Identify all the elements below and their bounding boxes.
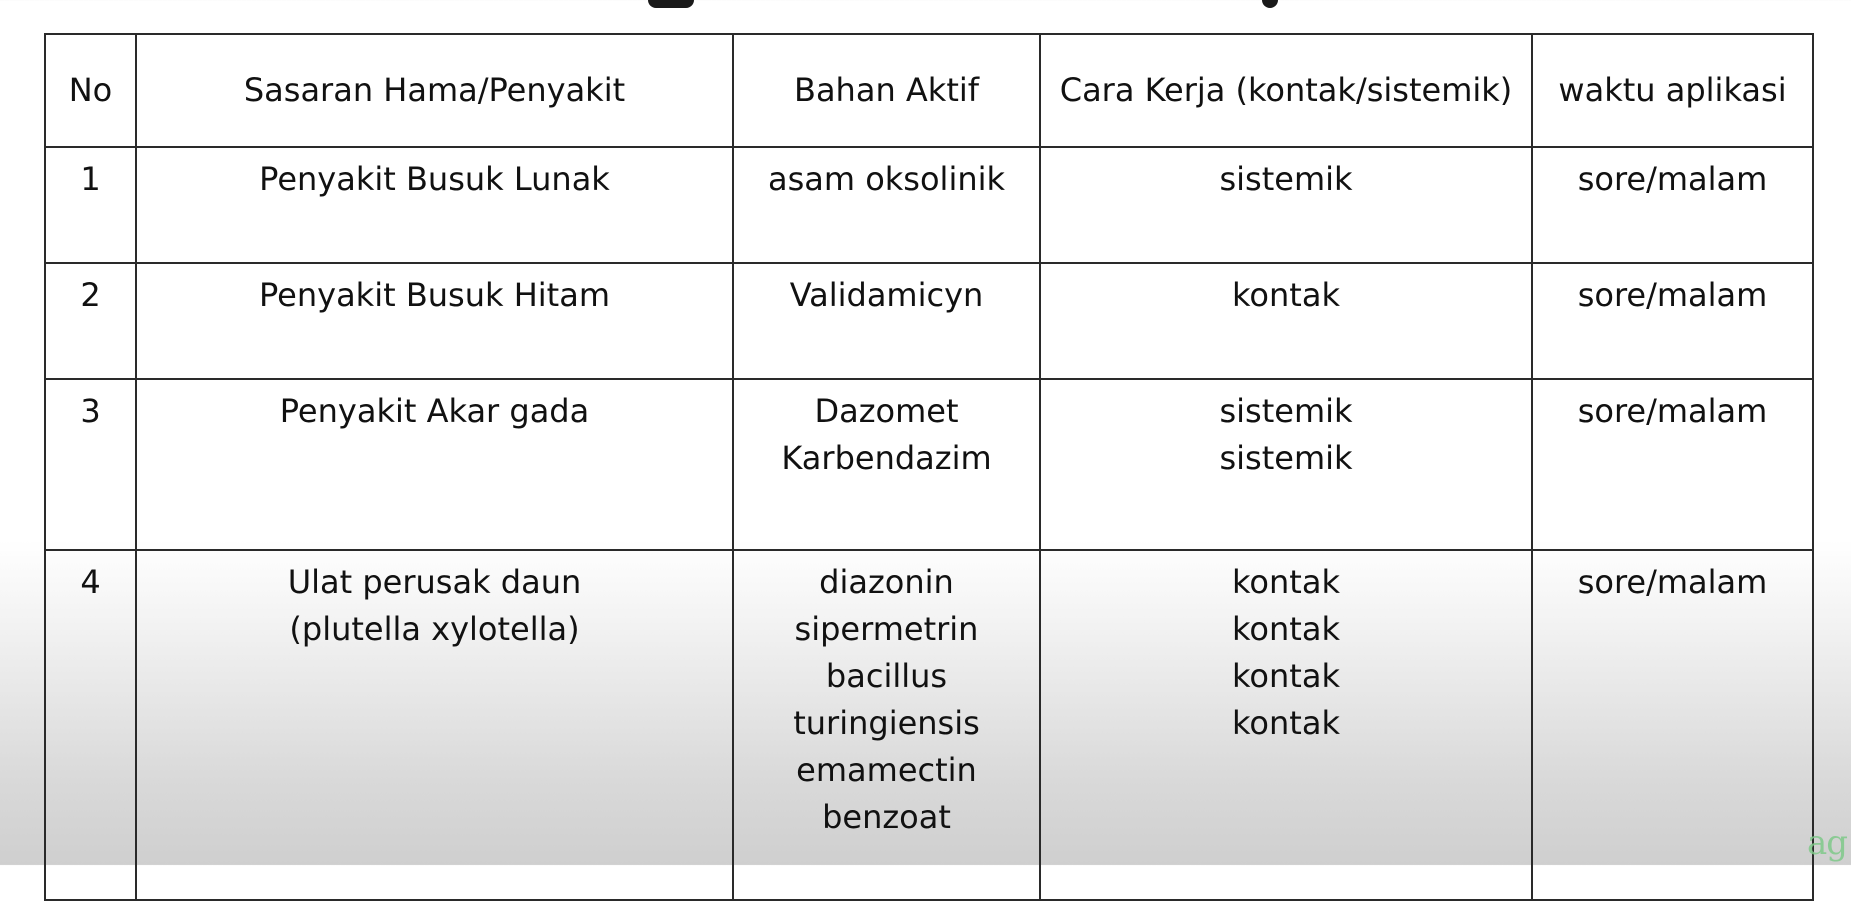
table-row — [45, 379, 1813, 550]
cell-line: bacillus — [825, 657, 948, 695]
cell-line: kontak — [1232, 704, 1340, 742]
cell-line: turingiensis — [793, 704, 980, 742]
cell-no: 1 — [45, 147, 136, 263]
cell-line: Penyakit Akar gada — [279, 392, 590, 430]
watermark-logo: ag — [1806, 823, 1847, 863]
cell-bahan-aktif — [733, 263, 1040, 379]
cell-line: sipermetrin — [794, 610, 979, 648]
header-sasaran: Sasaran Hama/Penyakit — [136, 34, 733, 147]
cell-sasaran — [136, 379, 733, 550]
cell-line: asam oksolinik — [767, 160, 1006, 198]
cell-line: sistemik — [1219, 439, 1353, 477]
header-bahan-aktif: Bahan Aktif — [733, 34, 1040, 147]
cell-bahan-aktif — [733, 550, 1040, 900]
cell-waktu: sore/malam — [1532, 379, 1813, 550]
cell-line: Penyakit Busuk Hitam — [259, 276, 610, 314]
cell-line: sistemik — [1219, 392, 1353, 430]
cell-waktu: sore/malam — [1532, 550, 1813, 900]
cell-cara-kerja — [1040, 263, 1532, 379]
cell-line: Karbendazim — [781, 439, 992, 477]
cell-line: benzoat — [822, 798, 951, 836]
cell-line: Ulat perusak daun — [287, 563, 582, 601]
cell-bahan-aktif — [733, 379, 1040, 550]
cell-cara-kerja — [1040, 550, 1532, 900]
cell-line: Dazomet — [814, 392, 959, 430]
table-row — [45, 263, 1813, 379]
cell-no: 4 — [45, 550, 136, 900]
table-row — [45, 147, 1813, 263]
cell-line: kontak — [1232, 610, 1340, 648]
header-no: No — [45, 34, 136, 147]
cell-line: sistemik — [1219, 160, 1353, 198]
slide-title-cropped — [0, 0, 1851, 14]
cell-line: kontak — [1232, 276, 1340, 314]
pesticide-table — [44, 33, 1814, 901]
cell-cara-kerja — [1040, 147, 1532, 263]
cell-line: kontak — [1232, 657, 1340, 695]
cell-sasaran — [136, 263, 733, 379]
cell-no: 2 — [45, 263, 136, 379]
cell-sasaran — [136, 147, 733, 263]
cell-line: (plutella xylotella) — [289, 610, 580, 648]
cell-waktu: sore/malam — [1532, 147, 1813, 263]
table-header-row — [45, 34, 1813, 147]
cell-bahan-aktif — [733, 147, 1040, 263]
cell-no: 3 — [45, 379, 136, 550]
cell-sasaran — [136, 550, 733, 900]
header-cara-kerja: Cara Kerja (kontak/sistemik) — [1040, 34, 1532, 147]
cell-line: emamectin — [796, 751, 977, 789]
cell-line: diazonin — [819, 563, 954, 601]
cell-waktu: sore/malam — [1532, 263, 1813, 379]
cell-line: Validamicyn — [789, 276, 984, 314]
cell-line: kontak — [1232, 563, 1340, 601]
header-waktu-aplikasi: waktu aplikasi — [1532, 34, 1813, 147]
cell-cara-kerja — [1040, 379, 1532, 550]
cell-line: Penyakit Busuk Lunak — [259, 160, 610, 198]
table-row — [45, 550, 1813, 900]
